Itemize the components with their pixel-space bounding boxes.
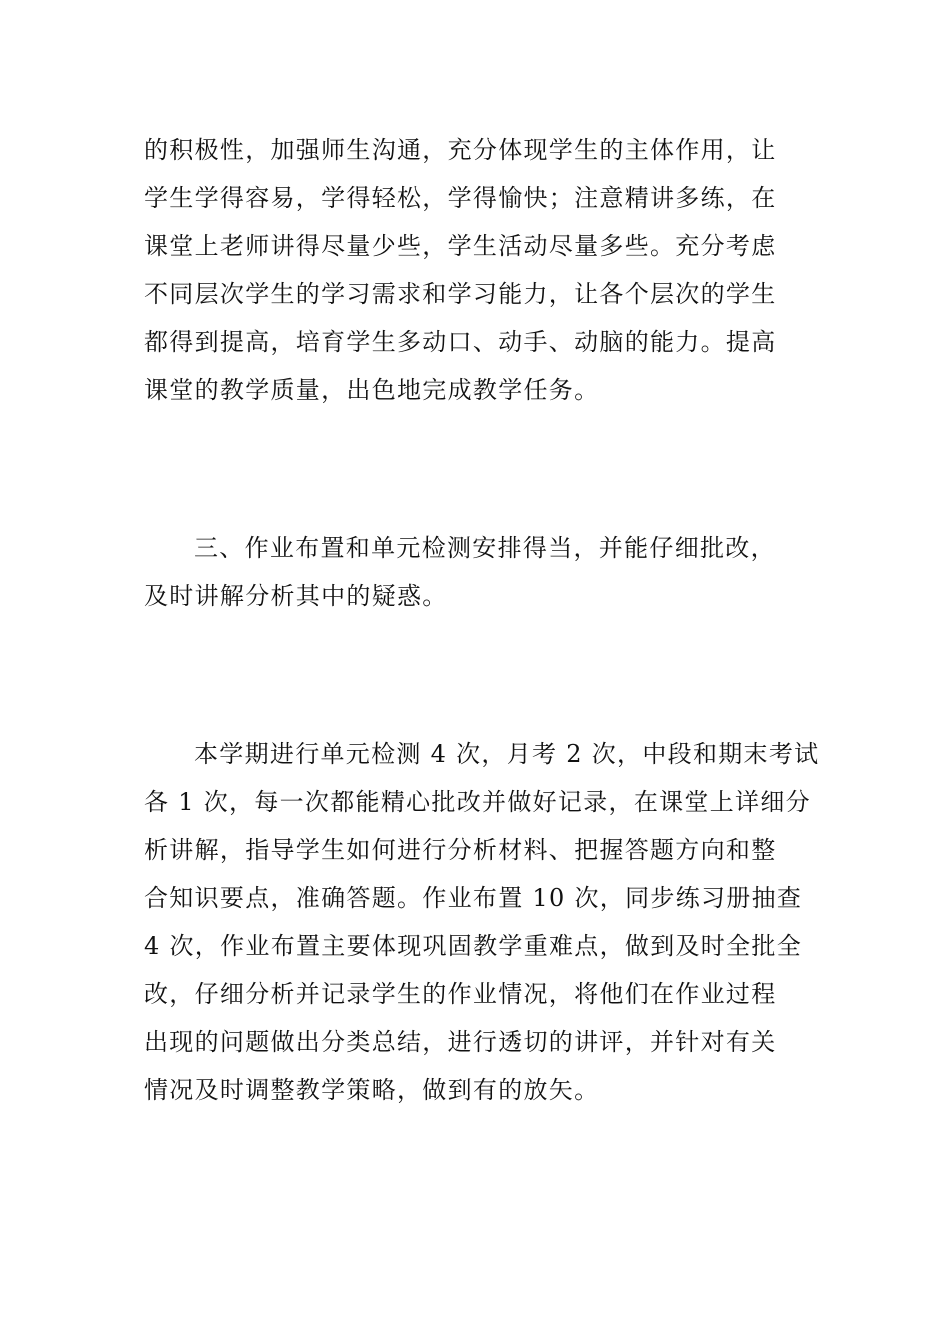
text-line: 情况及时调整教学策略，做到有的放矢。 bbox=[144, 1076, 600, 1104]
text-line: 学生学得容易，学得轻松，学得愉快；注意精讲多练，在 bbox=[144, 184, 777, 212]
text-line: 课堂上老师讲得尽量少些，学生活动尽量多些。充分考虑 bbox=[144, 232, 777, 260]
text-line: 4 次，作业布置主要体现巩固教学重难点，做到及时全批全 bbox=[144, 932, 802, 960]
text-line: 改，仔细分析并记录学生的作业情况，将他们在作业过程 bbox=[144, 980, 777, 1008]
text-line: 出现的问题做出分类总结，进行透切的讲评，并针对有关 bbox=[144, 1028, 777, 1056]
text-line: 本学期进行单元检测 4 次，月考 2 次，中段和期末考试 bbox=[194, 740, 820, 768]
text-line: 课堂的教学质量，出色地完成教学任务。 bbox=[144, 376, 600, 404]
text-line: 都得到提高，培育学生多动口、动手、动脑的能力。提高 bbox=[144, 328, 777, 356]
text-line: 析讲解，指导学生如何进行分析材料、把握答题方向和整 bbox=[144, 836, 777, 864]
text-line: 合知识要点，准确答题。作业布置 10 次，同步练习册抽查 bbox=[144, 884, 803, 912]
text-line: 各 1 次，每一次都能精心批改并做好记录，在课堂上详细分 bbox=[144, 788, 811, 816]
heading-line: 及时讲解分析其中的疑惑。 bbox=[144, 582, 448, 610]
heading-line: 三、作业布置和单元检测安排得当，并能仔细批改， bbox=[194, 534, 776, 562]
text-line: 的积极性，加强师生沟通，充分体现学生的主体作用，让 bbox=[144, 136, 777, 164]
text-line: 不同层次学生的学习需求和学习能力，让各个层次的学生 bbox=[144, 280, 777, 308]
